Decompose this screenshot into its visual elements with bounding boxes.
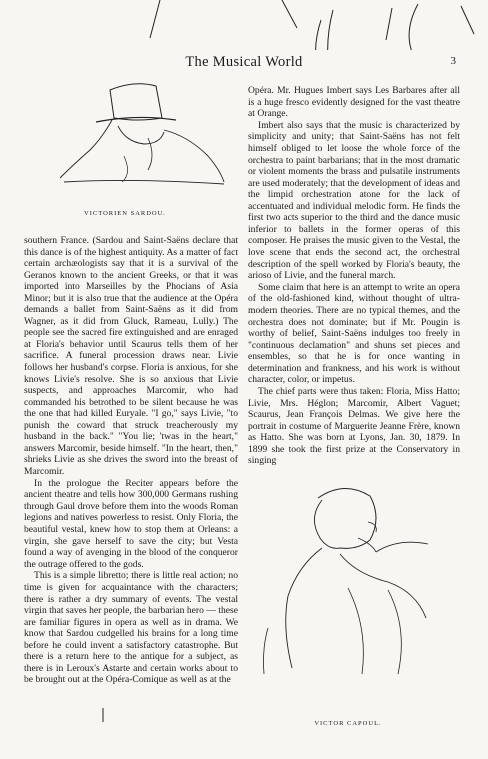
- right-paragraph: Opéra. Mr. Hugues Imbert says Les Barbares after all is a huge fresco evidently designed for the vast theatre at Orange.: [248, 85, 460, 120]
- caption-capoul: VICTOR CAPOUL.: [314, 720, 382, 727]
- right-paragraph: The chief parts were thus taken: Floria, Miss Hatto; Livie, Mrs. Héglon; Marcomir, Albert Vaguet; Scaurus, Jean François Delmas. We give here the portrait in costume of Marguerite Jeanne Frère, known as Hatto. She was born at Lyons, Jan. 30, 1879. In 1899 she took the first prize at the Conservatory in singing: [248, 386, 460, 467]
- left-paragraph: This is a simple libretto; there is little real action; no time is given for acquaintance with the characters; there is rather a dry summary of events. The vestal virgin that saves her people, the barbarian hero — these are familiar figures in opera as well as in drama. We know that Sardou cudgelled his brains for a long time before he could invent a satisfactory catastrophe. But there is a return here to the antique for a subject, as there is in Leroux's Astarte and certain works about to be brought out at the Opéra-Comique as well as at the: [24, 570, 239, 686]
- victor-capoul-illustration: [248, 478, 448, 678]
- left-paragraph: southern France. (Sardou and Saint-Saëns declare that this dance is of the highest antiquity. As a matter of fact certain archæologists say that it is a survival of the Geranos known to the ancient Greeks, or that it was imported into Marseilles by the Phocians of Asia Minor; but it is also true that the audience at the Opéra demands a ballet from Saint-Saëns as it did from Wagner, as it did from Gluck, Rameau, Lully.) The people see the sacred fire extinguished and are enraged at Floria's behavior until Scaurus tells them of her sacrifice. A funeral procession draws near. Livie follows her husband's corpse. Floria is anxious, for she knows Livie's resolve. She is so anxious that Livie suspects, and approaches Marcomir, who had commanded his betrothed to be silent because he was the one that had killed Euryale. "I go," says Livie, "to punish the coward that struck treacherously my husband in the back." "You lie; 'twas in the heart," answers Marcomir, beside himself. "In the heart, then," shrieks Livie as she drives the sword into the breast of Marcomir.: [24, 235, 238, 477]
- page-number: 3: [450, 55, 456, 67]
- page-title: The Musical World: [185, 54, 303, 70]
- caption-sardou: VICTORIEN SARDOU.: [84, 210, 166, 217]
- decorative-bottom-mark: [100, 708, 106, 722]
- right-paragraph: Imbert also says that the music is characterized by simplicity and unity; that Saint-Saëns has not felt himself obliged to let loose the whole force of the orchestra to paint barbarians; that in the most dramatic or violent moments the brass and pulsatile instruments are used moderately; that the development of ideas and the limpid orchestration atone for the lack of accentuated and individual melodic form. He finds the first two acts superior to the third and the dance music inferior to ballets in the former operas of this composer. He praises the music given to the Vestal, the love scene that ends the second act, the orchestral description of the spell worked by Floria's beauty, the arioso of Livie, and the funeral march.: [248, 119, 460, 282]
- victorien-sardou-illustration: [52, 78, 232, 190]
- right-column: [248, 85, 460, 467]
- left-column: [24, 235, 238, 686]
- right-paragraph: Some claim that here is an attempt to write an opera of the old-fashioned kind, without thought of ultra-modern theories. There are no typical themes, and the orchestra does not dominate; but if Mr. Pougin is worthy of belief, Saint-Saëns indulges too freely in "continuous declamation" and shuns set pieces and ensembles, so that he is for once wanting in determination and frankness, and his work is without character, color, or impetus.: [248, 281, 460, 386]
- left-paragraph: In the prologue the Reciter appears before the ancient theatre and tells how 300,000 Germans rushing through Gaul drove before them into the woods Roman legions and natives powerless to resist. Only Floria, the beautiful vestal, knew how to stop them at Orleans: a virgin, she gave herself to save the city; but Vesta found a way of avenging in the blood of the conqueror the outrage offered to the gods.: [24, 477, 238, 570]
- decorative-line-fragments: [0, 0, 488, 50]
